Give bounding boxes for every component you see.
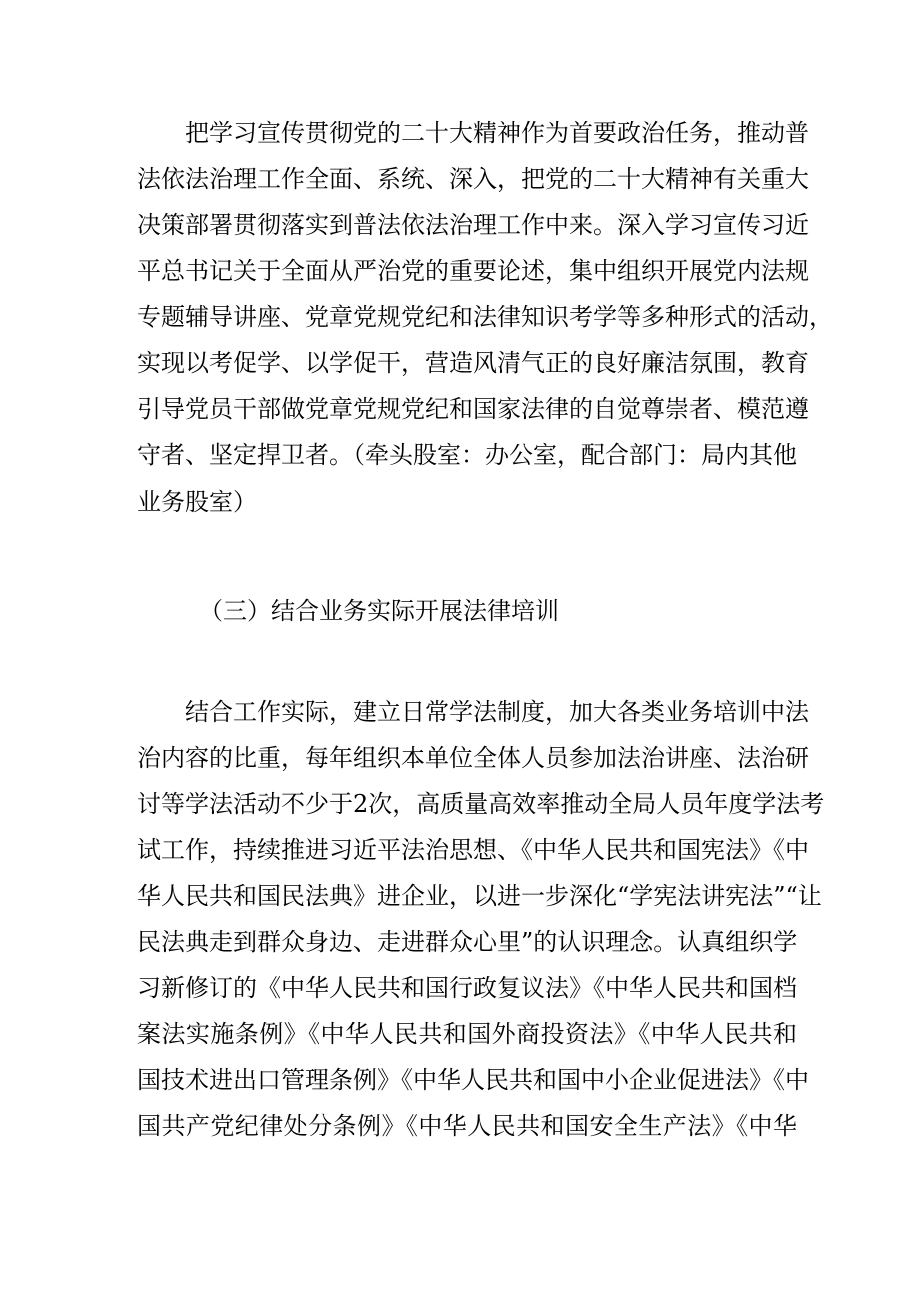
paragraph-line: 业务股室） (137, 488, 257, 516)
paragraph-line: 国共产党纪律处分条例》《中华人民共和国安全生产法》《中华 (137, 1112, 797, 1140)
paragraph-line: 讨等学法活动不少于2次，高质量高效率推动全局人员年度学法考 (137, 790, 825, 818)
paragraph-line: 民法典走到群众身边、走进群众心里”的认识理念。认真组织学 (137, 928, 798, 956)
paragraph-line: 决策部署贯彻落实到普法依法治理工作中来。深入学习宣传习近 (137, 211, 809, 239)
paragraph-line: 专题辅导讲座、党章党规党纪和法律知识考学等多种形式的活动， (137, 303, 833, 331)
paragraph-line: 实现以考促学、以学促干，营造风清气正的良好廉洁氛围，教育 (137, 349, 809, 377)
paragraph-line: 试工作，持续推进习近平法治思想、《中华人民共和国宪法》《中 (137, 836, 809, 864)
paragraph-line: 华人民共和国民法典》进企业，以进一步深化“学宪法讲宪法”“让 (137, 882, 822, 910)
paragraph-line: 治内容的比重，每年组织本单位全体人员参加法治讲座、法治研 (137, 744, 809, 772)
paragraph-line: 结合工作实际，建立日常学法制度，加大各类业务培训中法 (185, 698, 809, 726)
paragraph-line: 平总书记关于全面从严治党的重要论述，集中组织开展党内法规 (137, 257, 809, 285)
section-heading: （三）结合业务实际开展法律培训 (199, 597, 559, 625)
paragraph-line: 引导党员干部做党章党规党纪和国家法律的自觉尊崇者、模范遵 (137, 395, 809, 423)
paragraph-line: 法依法治理工作全面、系统、深入，把党的二十大精神有关重大 (137, 165, 809, 193)
paragraph-line: 守者、坚定捍卫者。（牵头股室：办公室，配合部门：局内其他 (137, 441, 797, 469)
paragraph-line: 把学习宣传贯彻党的二十大精神作为首要政治任务，推动普 (185, 119, 809, 147)
paragraph-line: 国技术进出口管理条例》《中华人民共和国中小企业促进法》《中 (137, 1066, 809, 1094)
paragraph-line: 习新修订的《中华人民共和国行政复议法》《中华人民共和国档 (137, 974, 797, 1002)
paragraph-line: 案法实施条例》《中华人民共和国外商投资法》《中华人民共和 (137, 1020, 797, 1048)
